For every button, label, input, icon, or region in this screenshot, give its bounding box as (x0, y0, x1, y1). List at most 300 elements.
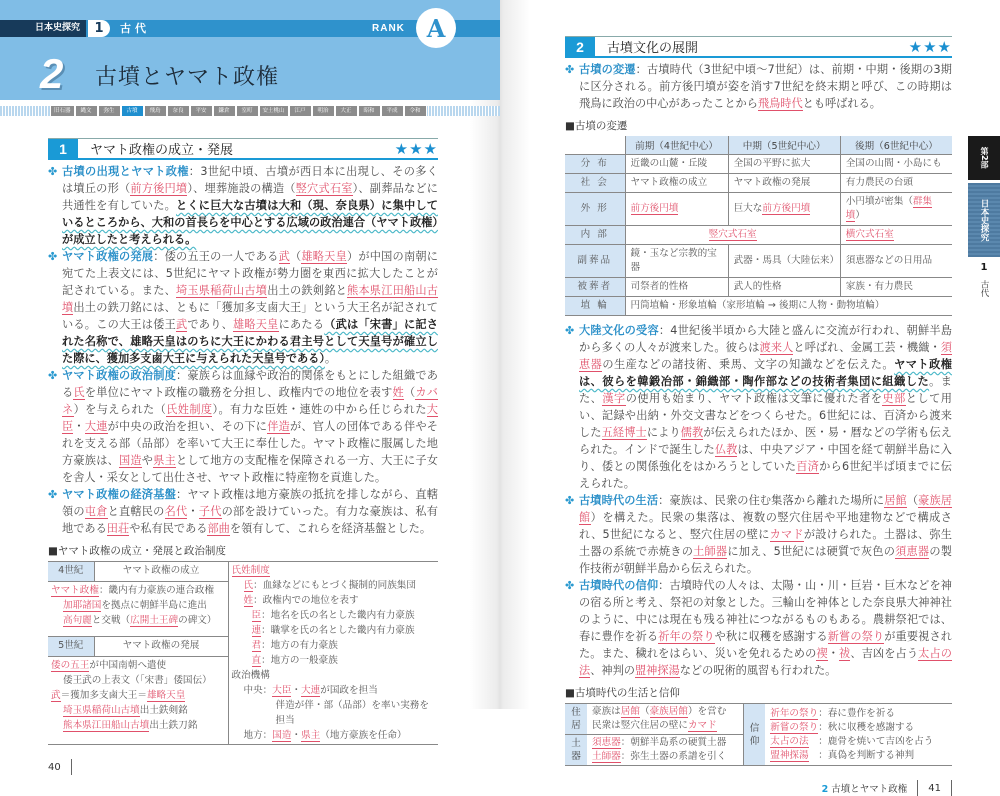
keyword: 横穴式石室 (845, 229, 894, 240)
keyword: 太占の法 (770, 735, 809, 747)
text: ：古墳時代（3世紀中頃〜7世紀）は、前期・中期・後期の3期に区分される。前方後円墳が姿を消す7世紀を終末期と呼び、この時期は飛鳥に政治の中心があったことから (579, 63, 952, 110)
text: として用い、記録や出納・外交文書などをつくらせた。6世紀には、百済から渡来した (579, 392, 952, 439)
text: ：4世紀後半頃から大陸と盛んに交流が行われ、朝鮮半島から多くの人々が渡来した。彼らは (579, 324, 952, 354)
table-line (592, 750, 738, 764)
text: ：地名を氏の名とした畿内有力豪族 (261, 610, 415, 621)
text: 、吉凶を占う (850, 647, 919, 660)
text: 小円墳が密集（ (845, 196, 913, 207)
text: が、官人の団体である伴やそれを支える部（品部）を率いて大王に奉仕した。ヤマト政権に服属した地方豪族は、 (62, 420, 438, 467)
paragraph (48, 486, 438, 537)
text: が伝えられたほか、医・易・暦などの学術も伝えられた。インドで誕生した (579, 426, 952, 456)
text: ＝獲加多支鹵大王＝ (60, 689, 147, 701)
column-header: 中期（5世紀中心） (728, 136, 840, 155)
keyword: 仏教 (714, 443, 738, 456)
timeline-era: 平成 (382, 106, 403, 116)
table-line (770, 749, 947, 763)
table-line (770, 735, 947, 749)
page-number-divider (917, 780, 918, 796)
keyword: 連 (251, 625, 262, 636)
text: 倭王武の上表文（「宋書」倭国伝） (63, 674, 212, 686)
table-row (565, 245, 952, 278)
keyword: 武 (278, 250, 290, 263)
text: として地方の支配権を保障される一方、大王に子女を舎人・采女として出仕させ、ヤマト政権に特産物を貢進した。 (62, 454, 438, 484)
row-header: 埴 輪 (565, 297, 625, 316)
part-tab[interactable]: 第2部 (968, 136, 1000, 180)
text: （ (403, 386, 416, 399)
keyword: 国造 (119, 454, 142, 467)
page-number-left: 40 (48, 761, 61, 773)
row-header: 副葬品 (565, 245, 625, 278)
keyword: 祈年の祭り (770, 707, 819, 719)
row-label: 土器 (565, 735, 587, 766)
keyword: 伴造 (267, 420, 290, 433)
table-cell (625, 174, 728, 193)
table-cell (625, 297, 952, 316)
keyword: 氏姓制度 (231, 565, 270, 576)
politics-table (48, 561, 438, 745)
text: の生産などの諸技術、乗馬、文字の知識などを伝えた。 (602, 358, 895, 371)
topic-heading: 古墳時代の信仰 (579, 579, 659, 592)
table-line (51, 673, 225, 688)
keyword: 祈年の祭り (658, 630, 715, 643)
text: ・ (187, 505, 199, 518)
keyword: 竪穴式石室 (708, 229, 757, 240)
section-title: 古墳文化の展開 (607, 41, 699, 56)
era-title: ヤマト政権の発展 (94, 636, 228, 656)
timeline-era: 大正 (336, 106, 357, 116)
keyword: 須恵器 (895, 545, 930, 558)
table-cell (625, 245, 728, 278)
text: 。 (324, 352, 337, 365)
life-faith-table (565, 703, 952, 766)
section-heading (565, 36, 952, 58)
text: ヤマト政権の成立 (630, 177, 708, 188)
row-header: 内 部 (565, 226, 625, 245)
keyword: 禊 (816, 647, 828, 660)
keyword: ヤマト政権 (51, 585, 99, 597)
section2-intro (565, 61, 952, 112)
text: 。また、 (579, 375, 952, 405)
paragraph (48, 367, 438, 486)
row-header: 分 布 (565, 155, 625, 174)
topic-heading: 古墳の変遷 (579, 63, 636, 76)
text: 出土の鉄刀銘には、ともに「獲加多支鹵大王」という大王名が記されている。この大王は倭王 (62, 301, 438, 331)
keyword: 新嘗の祭り (770, 721, 819, 733)
rank-badge: A (418, 10, 454, 46)
table-line (232, 593, 436, 608)
page-number-divider (71, 759, 72, 775)
text: ：弥生土器の系譜を引く (620, 751, 727, 762)
keyword: 子代 (198, 505, 222, 518)
timeline-era: 旧石器 (51, 106, 74, 116)
text: ・ (291, 685, 302, 696)
keyword: 氏 (73, 386, 85, 399)
text: 有力農民の台頭 (845, 177, 913, 188)
era-timeline (0, 106, 500, 116)
text: が国政を担当 (320, 685, 378, 696)
keyword: 飛鳥時代 (757, 97, 803, 110)
text: ）を与えられた（ (73, 403, 167, 416)
text: ）、埋葬施設の構造（ (187, 182, 296, 195)
topic-heading: ヤマト政権の政治制度 (62, 369, 176, 382)
text: ）、副葬品などに共通性を有していた。 (62, 182, 438, 212)
text: （ (639, 706, 650, 717)
text: などの呪術的風習も行われた。 (679, 664, 837, 677)
keyword: 田荘 (106, 522, 130, 535)
table-line (51, 598, 225, 613)
keyword: 太占の法 (579, 647, 952, 677)
text: 、神判の (590, 664, 635, 677)
text: （ (289, 250, 302, 263)
keyword: 雄略天皇 (301, 250, 347, 263)
table-line (592, 719, 738, 733)
bullet-icon: ✤ (48, 250, 58, 263)
topic-heading: 古墳時代の生活 (579, 494, 659, 507)
keyword: 儒教 (680, 426, 704, 439)
text: ：豪族は、民衆の住む集落から離れた場所に (658, 494, 885, 507)
chapter-number: 2 (40, 50, 64, 97)
text: 中央： (243, 685, 273, 696)
timeline-era: 安土桃山 (260, 106, 288, 116)
text: 武人的性格 (733, 281, 782, 292)
keyword: 大臣 (272, 685, 292, 696)
keyword: 盟神探湯 (634, 664, 680, 677)
text: ：春に豊作を祈る (818, 707, 895, 719)
footer-chapter-title: 古墳とヤマト政権 (831, 784, 908, 795)
timeline-era: 縄文 (76, 106, 97, 116)
keyword: 居館 (620, 706, 640, 717)
topic-heading: ヤマト政権の発展 (62, 250, 154, 263)
table-cell (625, 226, 840, 245)
key-sentence: ヤマト政権は、彼らを韓鍛冶部・錦織部・陶作部などの技術者集団に組織した (579, 358, 952, 388)
table-caption: ■ヤマト政権の成立・発展と政治制度 (48, 545, 226, 557)
keyword: 漢字 (602, 392, 626, 405)
table-cell (728, 193, 840, 226)
keyword: 県主 (153, 454, 176, 467)
clan-system-cell (228, 562, 438, 745)
bullet-icon: ✤ (565, 63, 575, 76)
footer-chapter-no: 2 (821, 784, 829, 795)
text: であり、 (187, 318, 233, 331)
key-sentence: （武は「宋書」に記された名称で、雄略天皇はのちに大王にかわる君主号として天皇号が確立した際に、獲加多支鹵大王に与えられた天皇号である） (62, 318, 438, 365)
keyword: 須恵器 (592, 737, 621, 748)
text: 鏡・玉など宗教的宝器 (630, 248, 717, 273)
keyword: 武 (51, 689, 61, 701)
table-caption: ■古墳時代の生活と信仰 (565, 687, 680, 699)
text: 武器・馬具（大陸伝来） (733, 255, 840, 266)
timeline-era: 弥生 (99, 106, 120, 116)
keyword: 豪族居館 (649, 706, 688, 717)
section-number: 2 (565, 37, 595, 57)
topic-heading: 大陸文化の受容 (579, 324, 659, 337)
row-label: 信仰 (743, 704, 765, 766)
text: ：古墳時代の人々は、太陽・山・川・巨岩・巨木などを神の宿る所と考え、祭祀の対象とした。三輪山を神体とした奈良県大神神社のように、中には現在も残る神社につながるものもある。農耕祭祀では、春に豊作を祈る (579, 579, 952, 643)
text: から6世紀半ば頃までに伝えられた。 (579, 460, 952, 490)
section1-body (48, 163, 438, 537)
timeline-era: 奈良 (168, 106, 189, 116)
table-cell (840, 226, 952, 245)
timeline-era: 令和 (405, 106, 426, 116)
keyword: 広開土王碑 (130, 615, 179, 627)
table-line (232, 653, 436, 668)
unit-tab-number: 1 (975, 259, 993, 277)
bullet-icon: ✤ (48, 488, 58, 501)
keyword: 武 (175, 318, 188, 331)
text: 巨大な (733, 203, 763, 214)
keyword: 五経博士 (601, 426, 647, 439)
text: と直轄民の (107, 505, 165, 518)
text: ヤマト政権の発展 (733, 177, 811, 188)
bullet-icon: ✤ (48, 165, 58, 178)
text: ：真偽を判断する神判 (808, 749, 915, 761)
text: 家族・有力農民 (845, 281, 913, 292)
keyword: 姓 (243, 595, 254, 606)
table-cell (728, 155, 840, 174)
text: により (646, 426, 681, 439)
pottery-cell (587, 735, 743, 766)
text: が中国南朝へ遣使 (89, 659, 167, 671)
text: の碑文） (178, 615, 217, 627)
table-line (232, 623, 436, 638)
bullet-icon: ✤ (48, 369, 58, 382)
text: ）が中国の南朝に宛てた上表文には、5世紀にヤマト政権が勢力圏を東西に拡大したことが記されている。また、 (62, 250, 438, 297)
keyword: 渡来人 (759, 341, 794, 354)
text: と呼ばれ、金属工芸・機織・ (793, 341, 941, 354)
keyword: 前方後円墳 (130, 182, 188, 195)
table-line (592, 736, 738, 750)
table-row (565, 155, 952, 174)
table-cell (728, 174, 840, 193)
section-title: ヤマト政権の成立・発展 (90, 143, 234, 158)
keyword: 百済 (796, 460, 820, 473)
timeline-era: 飛鳥 (145, 106, 166, 116)
text: 政治機構 (231, 670, 270, 681)
paragraph (565, 577, 952, 679)
corner-cell (565, 136, 625, 155)
column-header: 後期（6世紀中心） (840, 136, 952, 155)
text: 近畿の山麓・丘陵 (630, 158, 708, 169)
text: や私有民である (129, 522, 208, 535)
text: ：職掌を氏の名とした畿内有力豪族 (261, 625, 415, 636)
text: や秋に収穫を感謝する (714, 630, 828, 643)
keyword: 居館 (884, 494, 907, 507)
text: 出土鉄刀銘 (149, 719, 198, 731)
text: が設けられた。土器は、弥生土器の系統で赤焼きの (579, 528, 952, 558)
table-row (565, 193, 952, 226)
keyword: 県主 (301, 730, 321, 741)
keyword: 君 (251, 640, 262, 651)
paragraph (565, 322, 952, 492)
timeline-era: 室町 (237, 106, 258, 116)
text: （地方豪族を任命） (320, 730, 407, 741)
era-title: ヤマト政権の成立 (94, 562, 228, 582)
topic-heading: 古墳の出現とヤマト政権 (62, 165, 189, 178)
text: ・ (827, 647, 840, 660)
keyword: 前方後円墳 (630, 203, 679, 214)
text: を拠点に朝鮮半島に進出 (101, 600, 207, 612)
text: ：ヤマト政権は地方豪族の抵抗を排しながら、直轄領の (62, 488, 438, 518)
importance-stars: ★★★ (394, 139, 438, 158)
text: ）。有力な臣姓・連姓の中から任じられた (212, 403, 427, 416)
table-cell (840, 155, 952, 174)
key-sentence: とくに巨大な古墳は大和（現、奈良県）に集中しているところから、大和の首長らを中心とする広域の政治連合（ヤマト政権）が成立したと考えられる。 (62, 199, 438, 246)
timeline-era: 江戸 (290, 106, 311, 116)
keyword: 埼玉県稲荷山古墳 (63, 704, 140, 716)
keyword: 埼玉県稲荷山古墳 (176, 284, 268, 297)
text: （ (906, 494, 919, 507)
rank-label: RANK (372, 23, 405, 34)
text: に加え、5世紀には硬質で灰色の (727, 545, 896, 558)
era-label: 古代 (120, 22, 150, 35)
paragraph (48, 248, 438, 367)
keyword: 祓 (839, 647, 851, 660)
text: ：秋に収穫を感謝する (818, 721, 915, 733)
table-cell (625, 155, 728, 174)
timeline-era: 鎌倉 (214, 106, 235, 116)
keyword: 氏 (243, 580, 254, 591)
bullet-icon: ✤ (565, 324, 575, 337)
table-row (565, 174, 952, 193)
importance-stars: ★★★ (908, 37, 952, 56)
table-cell (840, 174, 952, 193)
chapter-title: 古墳とヤマト政権 (95, 65, 280, 90)
table-line (51, 688, 225, 703)
text: にあたる (278, 318, 325, 331)
column-header: 前期（4世紀中心） (625, 136, 728, 155)
timeline-era: 古墳 (122, 106, 143, 116)
house-cell (587, 704, 743, 735)
text: 出土の鉄剣銘と (267, 284, 347, 297)
text: ：豪族らは血縁や政治的関係をもとにした組織である (62, 369, 438, 399)
left-footer (48, 759, 438, 775)
century4-cell (48, 582, 228, 636)
page-number-right: 41 (928, 782, 941, 794)
keyword: 群集墳 (845, 196, 933, 221)
century5-cell (48, 656, 228, 744)
paragraph (565, 492, 952, 577)
table-line (232, 728, 436, 743)
table-row (565, 226, 952, 245)
paragraph (565, 61, 952, 112)
row-header: 外 形 (565, 193, 625, 226)
table-cell (840, 245, 952, 278)
table-cell (840, 278, 952, 297)
keyword: 氏姓制度 (166, 403, 213, 416)
table-line (51, 613, 225, 628)
timeline-era: 平安 (191, 106, 212, 116)
table-line (51, 658, 225, 673)
keyword: 倭の五王 (51, 659, 90, 671)
keyword: 須恵器 (579, 341, 952, 371)
keyword: 新嘗の祭り (827, 630, 885, 643)
text: や (141, 454, 154, 467)
keyword: カマド (687, 720, 717, 731)
left-page-column (48, 138, 438, 775)
table-line (232, 563, 436, 578)
text: 地方： (243, 730, 273, 741)
text: を領有して、これらを経済基盤とした。 (229, 522, 432, 535)
topic-heading: ヤマト政権の経済基盤 (62, 488, 176, 501)
text: ：鹿骨を焼いて吉凶を占う (808, 735, 934, 747)
unit-number: 1 (88, 20, 110, 37)
text: 民衆は竪穴住居の壁に (592, 720, 688, 731)
keyword: 前方後円墳 (762, 203, 811, 214)
keyword: 盟神探湯 (770, 749, 809, 761)
table-line (232, 668, 436, 683)
text: 全国の平野に拡大 (733, 158, 811, 169)
keyword: 大連 (84, 420, 108, 433)
keyword: 熊本県江田船山古墳 (62, 284, 438, 314)
subject-tab[interactable]: 日本史探究 (968, 183, 1000, 257)
text: 円筒埴輪・形象埴輪（家形埴輪 → 後期に人物・動物埴輪） (630, 300, 885, 311)
text: ）を営む (687, 706, 727, 717)
keyword: 雄略天皇 (232, 318, 279, 331)
faith-cell (765, 704, 952, 766)
keyword: 臣 (251, 610, 262, 621)
text: ・ (73, 420, 85, 433)
text: ） (855, 210, 865, 221)
text: とも呼ばれる。 (802, 97, 881, 110)
text: の使用も始まり、ヤマト政権は文筆に優れた者を (625, 392, 883, 405)
text: ：血縁などにもとづく擬制的同族集団 (253, 580, 416, 591)
keyword: 竪穴式石室 (295, 182, 353, 195)
keyword: カマド (769, 528, 804, 541)
text: は、中央アジア・中国を経て朝鮮半島に入り、倭との関係強化をはかろうとしていた (579, 443, 952, 473)
timeline-era: 昭和 (359, 106, 380, 116)
table-line (770, 721, 947, 735)
row-header: 社 会 (565, 174, 625, 193)
text: ）を構えた。民衆の集落は、複数の竪穴住居や平地建物などで構成され、5世紀になると、竪穴住居の壁に (579, 511, 952, 541)
text: を単位にヤマト政権の職務を分担し、政権内での地位を表す (84, 386, 393, 399)
text: と交戦（ (91, 615, 131, 627)
bullet-icon: ✤ (565, 494, 575, 507)
page-number-divider (951, 780, 952, 796)
keyword: 部曲 (207, 522, 230, 535)
keyword: 土師器 (592, 751, 621, 762)
section-heading (48, 138, 438, 160)
text: 伴造が伴・部（品部）を率い実務を担当 (275, 700, 429, 726)
right-page-column (565, 36, 952, 796)
text: の部を設けていった。有力な豪族は、私有地である (62, 505, 438, 535)
kofun-table (565, 136, 952, 316)
table-row (565, 278, 952, 297)
table-line (51, 583, 225, 598)
text: の製作技術が朝鮮半島から伝えられた。 (579, 545, 952, 575)
table-line (232, 683, 436, 698)
keyword: 姓 (392, 386, 404, 399)
table-line (232, 608, 436, 623)
keyword: 熊本県江田船山古墳 (63, 719, 150, 731)
keyword: 屯倉 (84, 505, 108, 518)
row-label: 住居 (565, 704, 587, 735)
keyword: 加耶諸国 (63, 600, 102, 612)
footer-chapter (822, 781, 908, 795)
table-cell (728, 278, 840, 297)
text: ：朝鮮半島系の硬質土器 (620, 737, 727, 748)
row-header: 被葬者 (565, 278, 625, 297)
section-number: 1 (48, 139, 78, 159)
chapter-header (0, 0, 500, 100)
subject-label: 日本史探究 (0, 20, 86, 37)
text: が中央の政治を担い、その下に (107, 420, 268, 433)
keyword: 大連 (301, 685, 321, 696)
table-cell (728, 245, 840, 278)
table-cell (625, 278, 728, 297)
text: ：3世紀中頃、古墳が西日本に出現し、その多くは墳丘の形（ (62, 165, 438, 195)
table-line (232, 578, 436, 593)
paragraph (48, 163, 438, 248)
table-line (232, 638, 436, 653)
